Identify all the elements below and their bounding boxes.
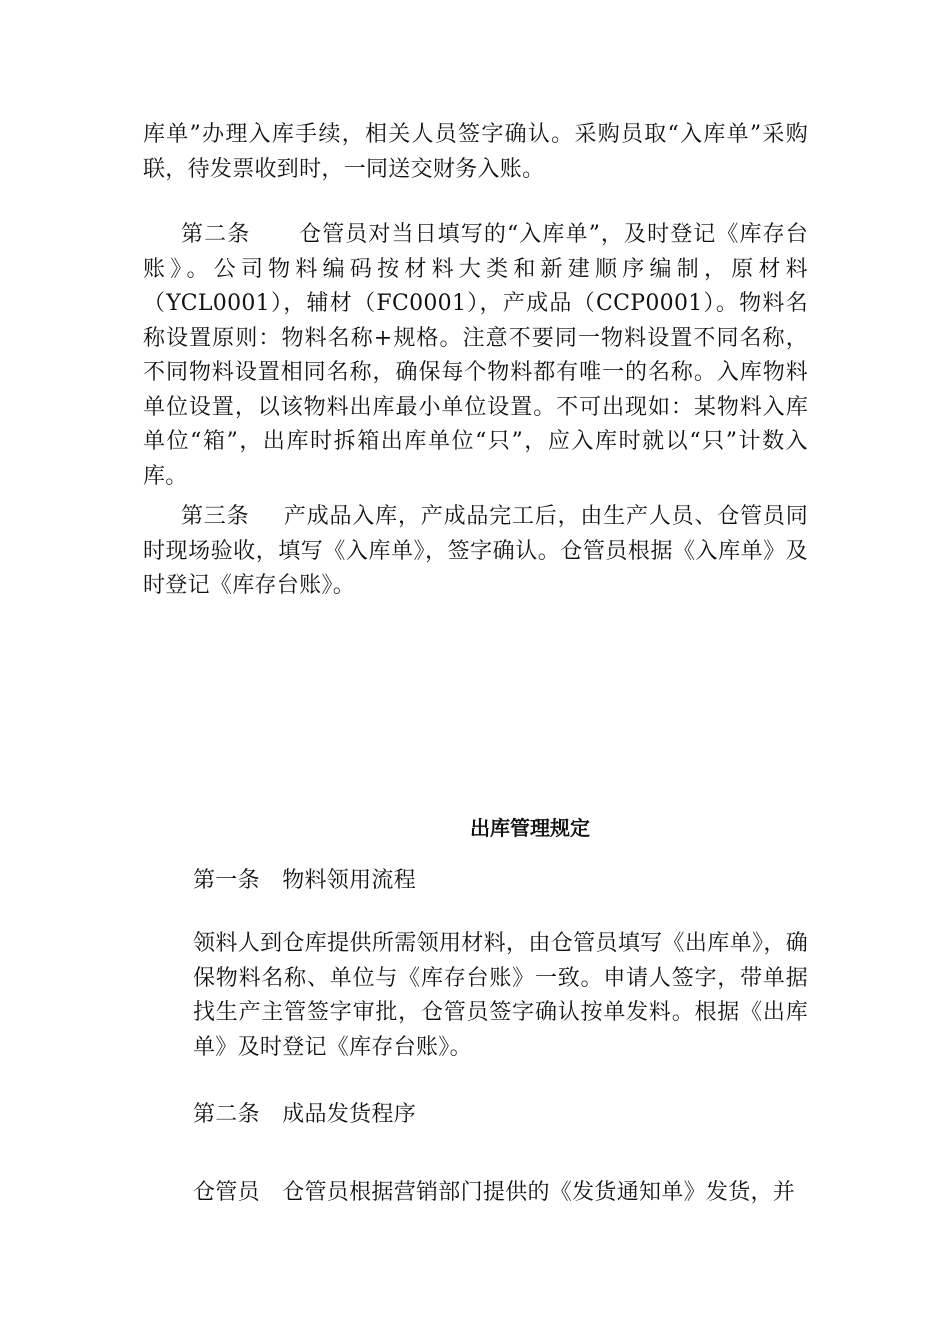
inbound-intro-paragraph: 库单”办理入库手续，相关人员签字确认。采购员取“入库单”采购联，待发票收到时，一同送交财务入账。 <box>143 122 808 182</box>
outbound-article-1-heading: 第一条 物料领用流程 <box>193 868 417 893</box>
article-text: 产成品入库，产成品完工后，由生产人员、仓管员同时现场验收，填写《入库单》，签字确认。仓管员根据《入库单》及时登记《库存台账》。 <box>143 504 808 598</box>
outbound-article-1-body: 领料人到仓库提供所需领用材料，由仓管员填写《出库单》，确保物料名称、单位与《库存台账》一致。申请人签字，带单据找生产主管签字审批，仓管员签字确认按单发料。根据《出库单》及时登记《库存台账》。 <box>193 931 808 1060</box>
inbound-article-2 <box>143 218 808 494</box>
outbound-article-2-body: 仓管员 仓管员根据营销部门提供的《发货通知单》发货，并 <box>193 1180 796 1205</box>
outbound-article-2-heading: 第二条 成品发货程序 <box>193 1102 417 1127</box>
article-text: 仓管员对当日填写的“入库单”，及时登记《库存台账》。公司物料编码按材料大类和新建顺序编制，原材料（YCL0001），辅材（FC0001），产成品（CCP0001）。物料名称设置原则：物料名称+规格。注意不要同一物料设置不同名称，不同物料设置相同名称，确保每个物料都有唯一的名称。入库物料单位设置，以该物料出库最小单位设置。不可出现如：某物料入库单位“箱”，出库时拆箱出库单位“只”，应入库时就以“只”计数入库。 <box>143 222 808 489</box>
outbound-section-title: 出库管理规定 <box>470 816 590 840</box>
article-number: 第三条 <box>181 504 250 529</box>
inbound-article-3 <box>143 500 808 604</box>
article-number: 第二条 <box>181 222 251 247</box>
